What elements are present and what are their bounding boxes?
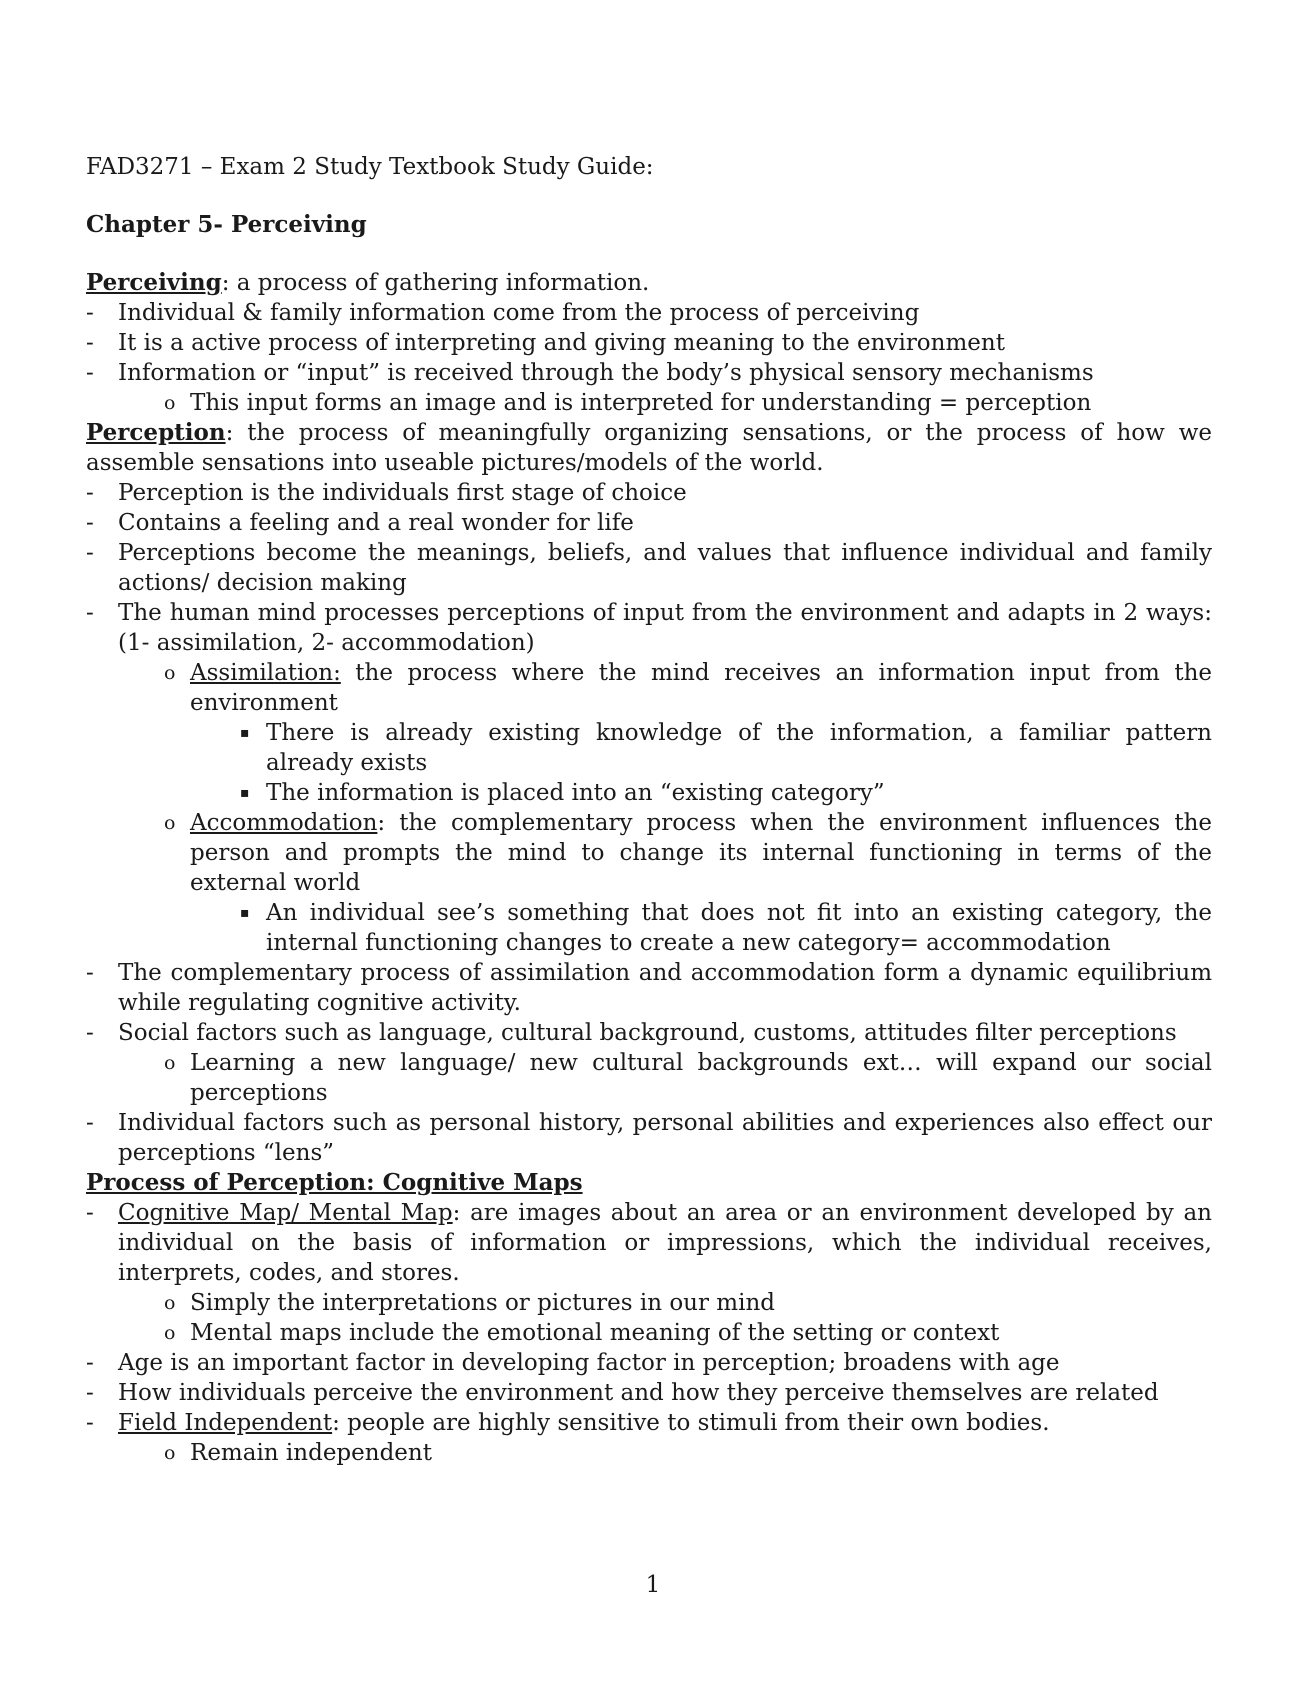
list-item: o Assimilation: the process where the mind receives an information input from the environment xyxy=(164,660,1212,716)
list-item: - Contains a feeling and a real wonder for life xyxy=(86,510,634,536)
list-item: - Individual & family information come from the process of perceiving xyxy=(86,300,920,326)
list-item: ▪ There is already existing knowledge of the information, a familiar pattern already exists xyxy=(240,720,1212,776)
process-list xyxy=(86,1198,1212,1468)
perception-term: Perception xyxy=(86,419,226,446)
list-item: - The human mind processes perceptions of input from the environment and adapts in 2 ways: (1- assimilation, 2- accommodation) xyxy=(86,600,1212,656)
list-item: - Perception is the individuals first stage of choice xyxy=(86,480,687,506)
assimilation-term: Assimilation: xyxy=(190,660,341,686)
list-item: - The complementary process of assimilation and accommodation form a dynamic equilibrium while regulating cognitive activity. xyxy=(86,960,1212,1016)
perceiving-definition: Perceiving: a process of gathering information. xyxy=(86,269,650,296)
list-item: - Individual factors such as personal history, personal abilities and experiences also effect our perceptions “lens” xyxy=(86,1110,1212,1166)
document-page xyxy=(86,152,1212,1468)
page-number: 1 xyxy=(645,1572,661,1598)
list-item: - Cognitive Map/ Mental Map: are images about an area or an environment developed by an individual on the basis of information or impressions, which the individual receives, interprets, codes, and stores. xyxy=(86,1200,1212,1286)
list-item: o Learning a new language/ new cultural backgrounds ext… will expand our social perceptions xyxy=(164,1050,1212,1106)
list-item: - Perceptions become the meanings, beliefs, and values that influence individual and family actions/ decision making xyxy=(86,540,1212,596)
accommodation-term: Accommodation xyxy=(190,810,378,836)
list-item: - How individuals perceive the environment and how they perceive themselves are related xyxy=(86,1380,1159,1406)
list-item: ▪ The information is placed into an “existing category” xyxy=(240,780,885,806)
list-item: - It is a active process of interpreting and giving meaning to the environment xyxy=(86,330,1005,356)
document-title: FAD3271 – Exam 2 Study Textbook Study Guide: xyxy=(86,154,654,180)
list-item: - Field Independent: people are highly sensitive to stimuli from their own bodies. xyxy=(86,1410,1050,1436)
list-item: ▪ An individual see’s something that does not fit into an existing category, the internal functioning changes to create a new category= accommodation xyxy=(240,900,1212,956)
list-item: o Simply the interpretations or pictures in our mind xyxy=(164,1290,775,1316)
list-item: - Information or “input” is received through the body’s physical sensory mechanisms xyxy=(86,360,1094,386)
list-item: o This input forms an image and is interpreted for understanding = perception xyxy=(164,390,1092,416)
perceiving-term: Perceiving xyxy=(86,269,222,296)
list-item: o Remain independent xyxy=(164,1440,432,1466)
cognitive-map-term: Cognitive Map/ Mental Map xyxy=(118,1200,453,1226)
perception-list xyxy=(86,478,1212,1168)
section-heading: Process of Perception: Cognitive Maps xyxy=(86,1169,583,1196)
list-item: o Accommodation: the complementary process when the environment influences the person and prompts the mind to change its internal functioning in terms of the external world xyxy=(164,810,1212,896)
perceiving-list xyxy=(86,298,1212,418)
chapter-title: Chapter 5- Perceiving xyxy=(86,211,367,238)
list-item: - Social factors such as language, cultural background, customs, attitudes filter perceptions xyxy=(86,1020,1177,1046)
list-item: - Age is an important factor in developing factor in perception; broadens with age xyxy=(86,1350,1060,1376)
list-item: o Mental maps include the emotional meaning of the setting or context xyxy=(164,1320,1000,1346)
field-independent-term: Field Independent xyxy=(118,1410,333,1436)
perception-definition: Perception: the process of meaningfully organizing sensations, or the process of how we assemble sensations into useable pictures/models of the world. xyxy=(86,419,1212,476)
